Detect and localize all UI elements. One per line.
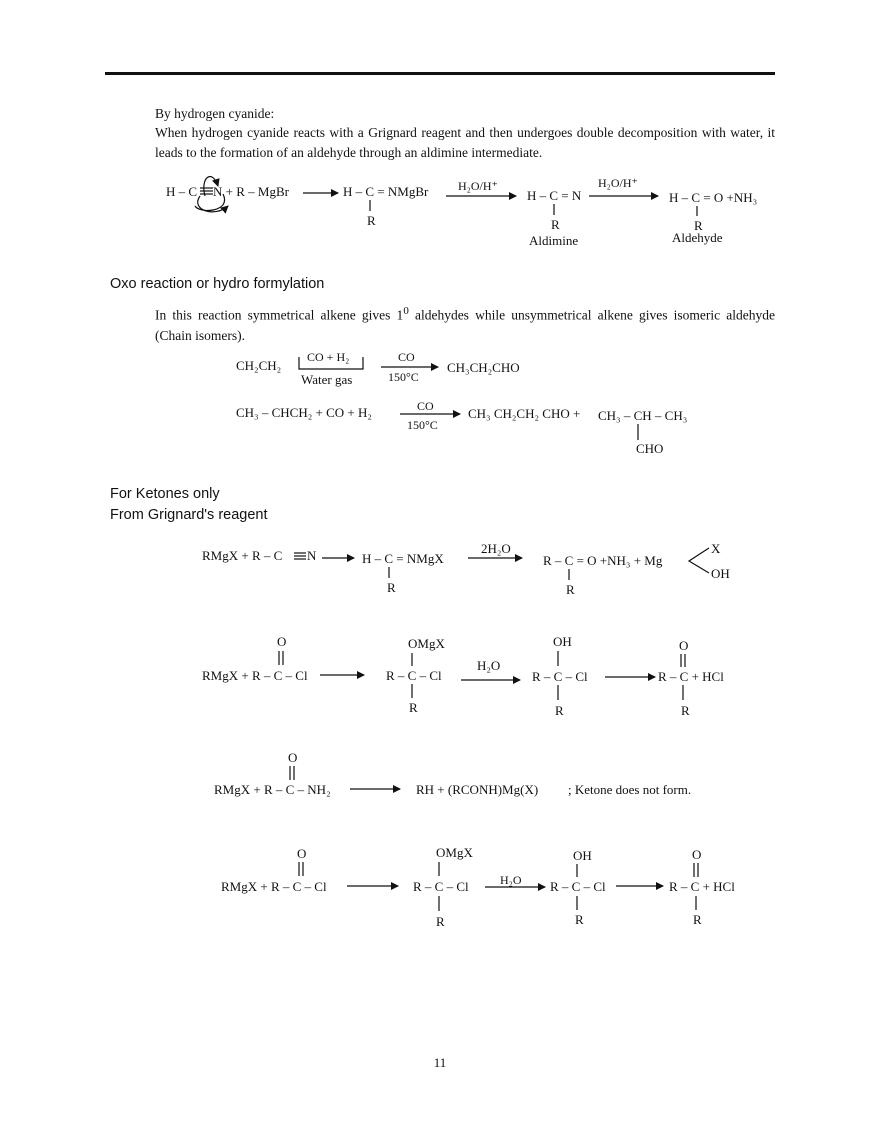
k4-intermediate: R – C – Cl — [413, 879, 469, 894]
k2-arrow-label: H₂O — [477, 658, 501, 673]
k2-hydroxy-r: R — [555, 703, 564, 718]
k3-carbonyl-o: O — [288, 750, 298, 765]
k4-hydroxy: R – C – Cl — [550, 879, 606, 894]
hcn-reactant-a: H – C — [166, 184, 198, 199]
k2-product-o: O — [679, 638, 689, 653]
k4-product: R – C + HCl — [669, 879, 735, 894]
k2-omgx: OMgX — [408, 636, 445, 651]
hcn-aldimine-label: Aldimine — [529, 233, 579, 248]
hcn-aldehyde-r: R — [694, 218, 703, 233]
oxo-r1-bracket-text: CO + H₂ — [307, 350, 350, 364]
k4-reactant: RMgX + R – C – Cl — [221, 879, 327, 894]
k2-carbonyl-o: O — [277, 634, 287, 649]
k2-product-r: R — [681, 703, 690, 718]
oxo-r2-product: CH₃ CH₂CH₂ CHO + — [468, 406, 581, 421]
k4-intermediate-r: R — [436, 914, 445, 929]
oxo-r1-reactant: CH₂CH₂ — [236, 358, 282, 373]
oxo-r2-isomer-sub: CHO — [636, 441, 664, 456]
k1-x: X — [711, 541, 721, 556]
oxo-heading: Oxo reaction or hydro formylation — [110, 276, 325, 292]
ketones-heading: For Ketones only — [110, 486, 220, 502]
hcn-aldimine: H – C = N — [527, 188, 582, 203]
hcn-aldehyde: H – C = O +NH₃ — [669, 190, 758, 205]
oxo-r1-product: CH₃CH₂CHO — [447, 360, 520, 375]
oxo-r1-bracket-label: Water gas — [301, 372, 353, 387]
k2-intermediate-r: R — [409, 700, 418, 715]
header-rule — [105, 72, 775, 75]
page-number: 11 — [433, 1055, 447, 1070]
k3-reactant: RMgX + R – C – NH₂ — [214, 782, 331, 797]
k1-product-r: R — [566, 582, 575, 597]
k3-note: ; Ketone does not form. — [568, 782, 692, 797]
k1-oh: OH — [711, 566, 730, 581]
hcn-aldimine-r: R — [551, 217, 560, 232]
hcn-body: When hydrogen cyanide reacts with a Grignard reagent and then undergoes double decomposition with water, it leads to the formation of an aldehyde through an aldimine intermediate. — [155, 125, 775, 160]
k4-hydroxy-r: R — [575, 912, 584, 927]
k2-reactant: RMgX + R – C – Cl — [202, 668, 308, 683]
k4-omgx: OMgX — [436, 845, 473, 860]
oxo-body: In this reaction symmetrical alkene gives $1^0$ aldehydes while unsymmetrical alkene gives isomeric aldehyde (Chain isomers). — [155, 305, 775, 343]
k1-reactant-a: RMgX + R – C — [202, 548, 283, 563]
hcn-heading: By hydrogen cyanide: — [155, 106, 275, 121]
k2-hydroxy: R – C – Cl — [532, 669, 588, 684]
oxo-r2-reactant: CH₃ – CHCH₂ + CO + H₂ — [236, 405, 372, 420]
hcn-arrow2-label: H₂O/H⁺ — [458, 179, 498, 193]
k1-arrow-label: 2H₂O — [481, 541, 511, 556]
k4-product-r: R — [693, 912, 702, 927]
hcn-aldehyde-label: Aldehyde — [672, 230, 723, 245]
k1-product: R – C = O +NH₃ + Mg — [543, 553, 663, 568]
hcn-arrow3-label: H₂O/H⁺ — [598, 176, 638, 190]
oxo-r2-isomer: CH₃ – CH – CH₃ — [598, 408, 688, 423]
hcn-reactant-b: N + R – MgBr — [213, 184, 289, 199]
k4-arrow-label: H₂O — [500, 873, 522, 887]
oxo-r1-arrow-top: CO — [398, 350, 415, 364]
k1-reactant-b: N — [307, 548, 317, 563]
k1-intermediate: H – C = NMgX — [362, 551, 444, 566]
k1-intermediate-r: R — [387, 580, 396, 595]
oxo-r2-arrow-bottom: 150°C — [407, 418, 438, 432]
oxo-r2-arrow-top: CO — [417, 399, 434, 413]
k4-oh: OH — [573, 848, 592, 863]
oxo-r1-arrow-bottom: 150°C — [388, 370, 419, 384]
k2-intermediate: R – C – Cl — [386, 668, 442, 683]
ketones-subheading: From Grignard's reagent — [110, 507, 268, 523]
k2-product: R – C + HCl — [658, 669, 724, 684]
k4-product-o: O — [692, 847, 702, 862]
k3-product: RH + (RCONH)Mg(X) — [416, 782, 539, 797]
hcn-intermediate-r: R — [367, 213, 376, 228]
k2-oh: OH — [553, 634, 572, 649]
k4-carbonyl-o: O — [297, 846, 307, 861]
hcn-intermediate: H – C = NMgBr — [343, 184, 429, 199]
